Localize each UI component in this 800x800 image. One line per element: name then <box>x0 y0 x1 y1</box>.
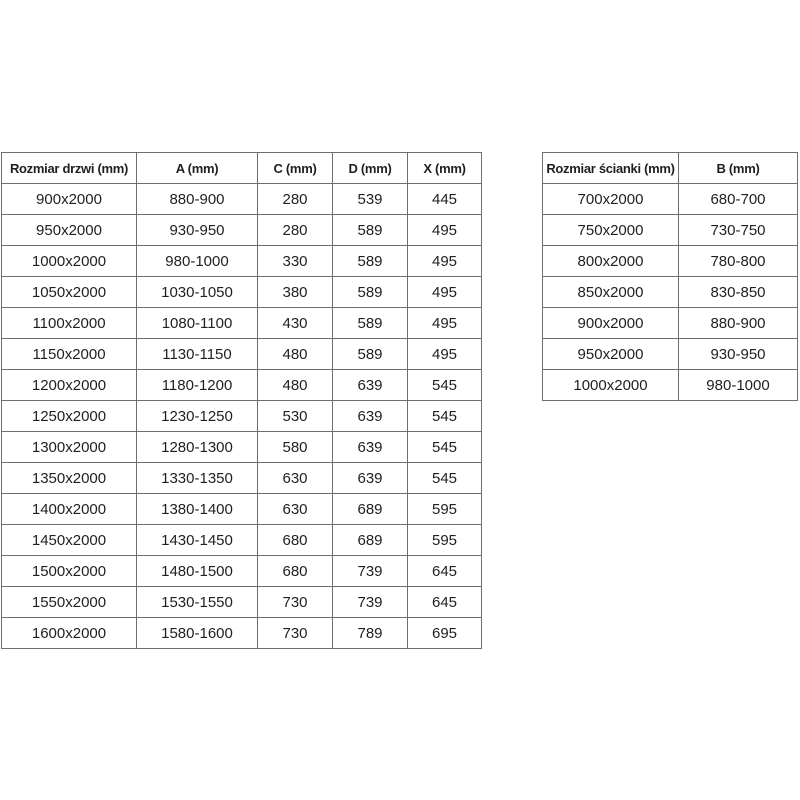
table-cell: 495 <box>408 308 482 339</box>
table-cell: 595 <box>408 494 482 525</box>
table-row <box>2 308 482 339</box>
table-cell: 639 <box>333 370 408 401</box>
table-cell: 1350x2000 <box>2 463 137 494</box>
table-cell: 689 <box>333 525 408 556</box>
table-cell: 480 <box>258 339 333 370</box>
table-cell: 495 <box>408 246 482 277</box>
table-cell: 639 <box>333 401 408 432</box>
table-row <box>2 246 482 277</box>
table-row <box>2 184 482 215</box>
wall-size-table-container <box>542 152 798 401</box>
table-cell: 1150x2000 <box>2 339 137 370</box>
column-header: B (mm) <box>679 153 798 184</box>
table-cell: 730 <box>258 618 333 649</box>
table-cell: 780-800 <box>679 246 798 277</box>
table-cell: 1580-1600 <box>137 618 258 649</box>
table-cell: 280 <box>258 184 333 215</box>
table-cell: 380 <box>258 277 333 308</box>
table-cell: 730 <box>258 587 333 618</box>
table-cell: 639 <box>333 463 408 494</box>
table-cell: 900x2000 <box>2 184 137 215</box>
table-cell: 545 <box>408 432 482 463</box>
table-cell: 850x2000 <box>543 277 679 308</box>
table-cell: 330 <box>258 246 333 277</box>
table-cell: 980-1000 <box>679 370 798 401</box>
table-cell: 630 <box>258 494 333 525</box>
table-row <box>543 277 798 308</box>
table-cell: 680 <box>258 525 333 556</box>
table-row <box>543 246 798 277</box>
table-cell: 589 <box>333 308 408 339</box>
table-cell: 589 <box>333 339 408 370</box>
table-row <box>2 618 482 649</box>
table-cell: 580 <box>258 432 333 463</box>
table-cell: 1280-1300 <box>137 432 258 463</box>
table-cell: 1230-1250 <box>137 401 258 432</box>
table-cell: 1500x2000 <box>2 556 137 587</box>
table-row <box>2 463 482 494</box>
table-row <box>543 308 798 339</box>
table-cell: 480 <box>258 370 333 401</box>
table-cell: 645 <box>408 556 482 587</box>
table-row <box>2 370 482 401</box>
table-cell: 1600x2000 <box>2 618 137 649</box>
table-cell: 1330-1350 <box>137 463 258 494</box>
table-cell: 545 <box>408 463 482 494</box>
table-cell: 539 <box>333 184 408 215</box>
table-cell: 645 <box>408 587 482 618</box>
door-size-table <box>1 152 482 649</box>
table-cell: 495 <box>408 339 482 370</box>
table-cell: 680 <box>258 556 333 587</box>
table-cell: 595 <box>408 525 482 556</box>
table-cell: 495 <box>408 277 482 308</box>
table-cell: 1080-1100 <box>137 308 258 339</box>
table-row <box>2 277 482 308</box>
table-cell: 1030-1050 <box>137 277 258 308</box>
table-cell: 1000x2000 <box>543 370 679 401</box>
table-row <box>2 587 482 618</box>
table-row <box>2 556 482 587</box>
table-row <box>543 184 798 215</box>
column-header: Rozmiar ścianki (mm) <box>543 153 679 184</box>
table-row <box>543 370 798 401</box>
table-row <box>2 339 482 370</box>
table-cell: 980-1000 <box>137 246 258 277</box>
table-cell: 545 <box>408 401 482 432</box>
column-header: D (mm) <box>333 153 408 184</box>
table-cell: 689 <box>333 494 408 525</box>
table-cell: 789 <box>333 618 408 649</box>
table-cell: 1200x2000 <box>2 370 137 401</box>
table-cell: 739 <box>333 556 408 587</box>
table-cell: 680-700 <box>679 184 798 215</box>
wall-table-header-row <box>543 153 798 184</box>
table-cell: 750x2000 <box>543 215 679 246</box>
column-header: A (mm) <box>137 153 258 184</box>
table-row <box>2 494 482 525</box>
table-cell: 1450x2000 <box>2 525 137 556</box>
column-header: C (mm) <box>258 153 333 184</box>
table-cell: 530 <box>258 401 333 432</box>
table-cell: 1100x2000 <box>2 308 137 339</box>
table-cell: 739 <box>333 587 408 618</box>
table-row <box>2 215 482 246</box>
column-header: Rozmiar drzwi (mm) <box>2 153 137 184</box>
table-cell: 589 <box>333 215 408 246</box>
table-cell: 1250x2000 <box>2 401 137 432</box>
door-size-table-container <box>1 152 482 649</box>
table-row <box>543 339 798 370</box>
table-cell: 495 <box>408 215 482 246</box>
table-row <box>2 401 482 432</box>
table-cell: 800x2000 <box>543 246 679 277</box>
table-cell: 630 <box>258 463 333 494</box>
wall-size-table <box>542 152 798 401</box>
table-cell: 950x2000 <box>543 339 679 370</box>
table-cell: 430 <box>258 308 333 339</box>
table-cell: 1300x2000 <box>2 432 137 463</box>
table-cell: 589 <box>333 246 408 277</box>
table-cell: 1050x2000 <box>2 277 137 308</box>
table-cell: 930-950 <box>679 339 798 370</box>
table-row <box>2 432 482 463</box>
table-cell: 830-850 <box>679 277 798 308</box>
table-cell: 280 <box>258 215 333 246</box>
table-cell: 1430-1450 <box>137 525 258 556</box>
table-cell: 545 <box>408 370 482 401</box>
column-header: X (mm) <box>408 153 482 184</box>
table-cell: 880-900 <box>137 184 258 215</box>
table-cell: 1130-1150 <box>137 339 258 370</box>
door-table-header-row <box>2 153 482 184</box>
table-cell: 700x2000 <box>543 184 679 215</box>
table-cell: 1400x2000 <box>2 494 137 525</box>
table-cell: 730-750 <box>679 215 798 246</box>
table-cell: 1530-1550 <box>137 587 258 618</box>
table-row <box>2 525 482 556</box>
table-cell: 950x2000 <box>2 215 137 246</box>
table-cell: 695 <box>408 618 482 649</box>
table-cell: 1550x2000 <box>2 587 137 618</box>
table-cell: 589 <box>333 277 408 308</box>
table-cell: 900x2000 <box>543 308 679 339</box>
table-cell: 1180-1200 <box>137 370 258 401</box>
table-cell: 1000x2000 <box>2 246 137 277</box>
table-cell: 880-900 <box>679 308 798 339</box>
table-cell: 1480-1500 <box>137 556 258 587</box>
table-cell: 1380-1400 <box>137 494 258 525</box>
table-cell: 639 <box>333 432 408 463</box>
table-cell: 445 <box>408 184 482 215</box>
table-cell: 930-950 <box>137 215 258 246</box>
table-row <box>543 215 798 246</box>
